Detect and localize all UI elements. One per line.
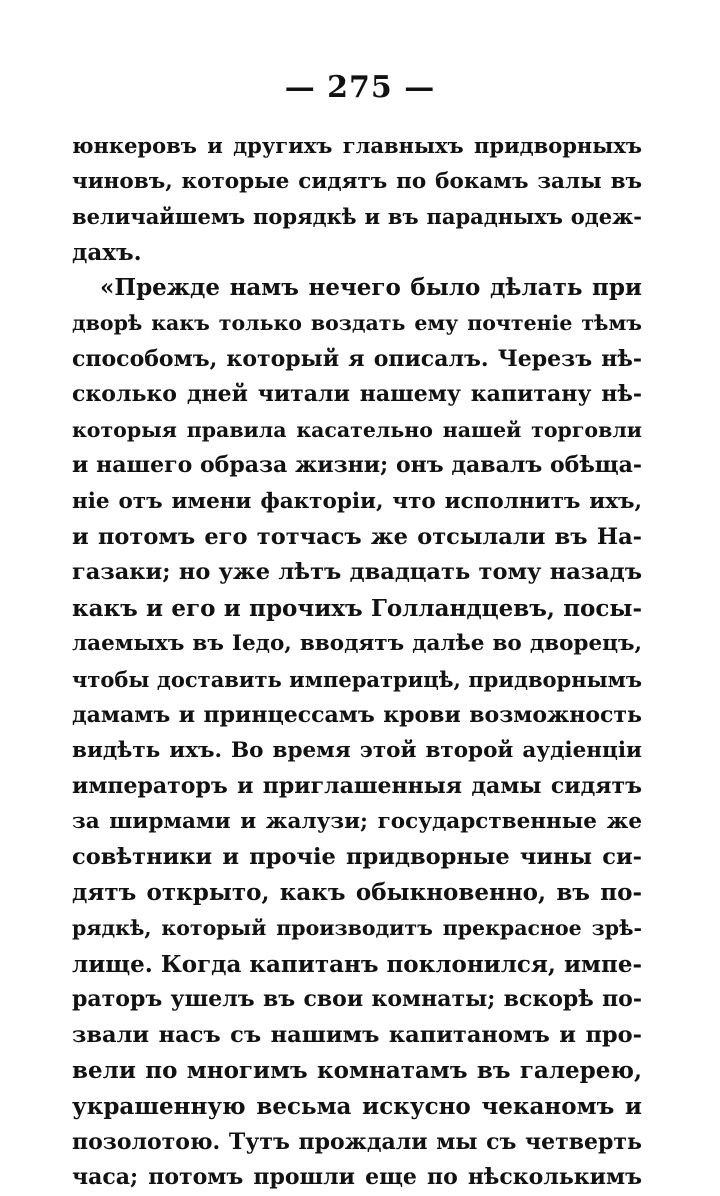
text-line: чтобы доставить императрицѣ, придворнымъ <box>72 666 642 692</box>
page-number: — 275 — <box>284 70 436 105</box>
text-line: способомъ, который я описалъ. Черезъ нѣ- <box>72 345 642 372</box>
text-line: ніе отъ имени факторіи, что исполнитъ ихъ, <box>72 488 642 514</box>
text-line: газаки; но уже лѣтъ двадцать тому назадъ <box>72 559 642 586</box>
text-line: юнкеровъ и другихъ главныхъ придворныхъ <box>72 133 642 158</box>
text-line: дворѣ какъ только воздать ему почтеніе тѣмъ <box>72 310 642 335</box>
text-line: за ширмами и жалузи; государственные же <box>72 809 642 835</box>
text-line: раторъ ушелъ въ свои комнаты; вскорѣ по- <box>72 986 642 1013</box>
text-line: лище. Когда капитанъ поклонился, импе- <box>72 950 642 978</box>
text-line: рядкѣ, который производитъ прекрасное зрѣ- <box>72 916 642 941</box>
text-line: позолотою. Тутъ прождали мы съ четверть <box>72 1128 642 1155</box>
text-line: видѣть ихъ. Во время этой второй аудіенціи <box>72 738 642 764</box>
text-line: дахъ. <box>72 238 142 266</box>
text-line: которыя правила касательно нашей торговли <box>72 417 642 442</box>
text-line: лаемыхъ въ Іедо, вводятъ далѣе во дворецъ, <box>72 631 642 657</box>
text-line: вели по многимъ комнатамъ въ галерею, <box>72 1057 642 1085</box>
text-line: «Прежде намъ нечего было дѣлать при <box>100 274 642 302</box>
text-line: и нашего образа жизни; онъ давалъ обѣща- <box>72 452 642 479</box>
text-line: сколько дней читали нашему капитану нѣ- <box>72 381 642 408</box>
text-line: величайшемъ порядкѣ и въ парадныхъ одеж- <box>72 204 642 230</box>
text-line: часа; потомъ прошли еще по нѣсколькимъ <box>72 1164 642 1191</box>
text-line: звали насъ съ нашимъ капитаномъ и про- <box>72 1021 642 1048</box>
text-line: дамамъ и принцессамъ крови возможность <box>72 701 642 728</box>
text-line: совѣтники и прочіе придворные чины си- <box>72 843 642 870</box>
text-line: какъ и его и прочихъ Голландцевъ, посы- <box>72 594 642 622</box>
body-text <box>72 128 642 1196</box>
text-line: императоръ и приглашенныя дамы сидятъ <box>72 772 642 799</box>
text-line: дятъ открыто, какъ обыкновенно, въ по- <box>72 879 642 907</box>
text-line: украшенную весьма искусно чеканомъ и <box>72 1093 642 1121</box>
text-line: и потомъ его тотчасъ же отсылали въ На- <box>72 523 642 550</box>
text-line: чиновъ, которые сидятъ по бокамъ залы въ <box>72 168 642 194</box>
